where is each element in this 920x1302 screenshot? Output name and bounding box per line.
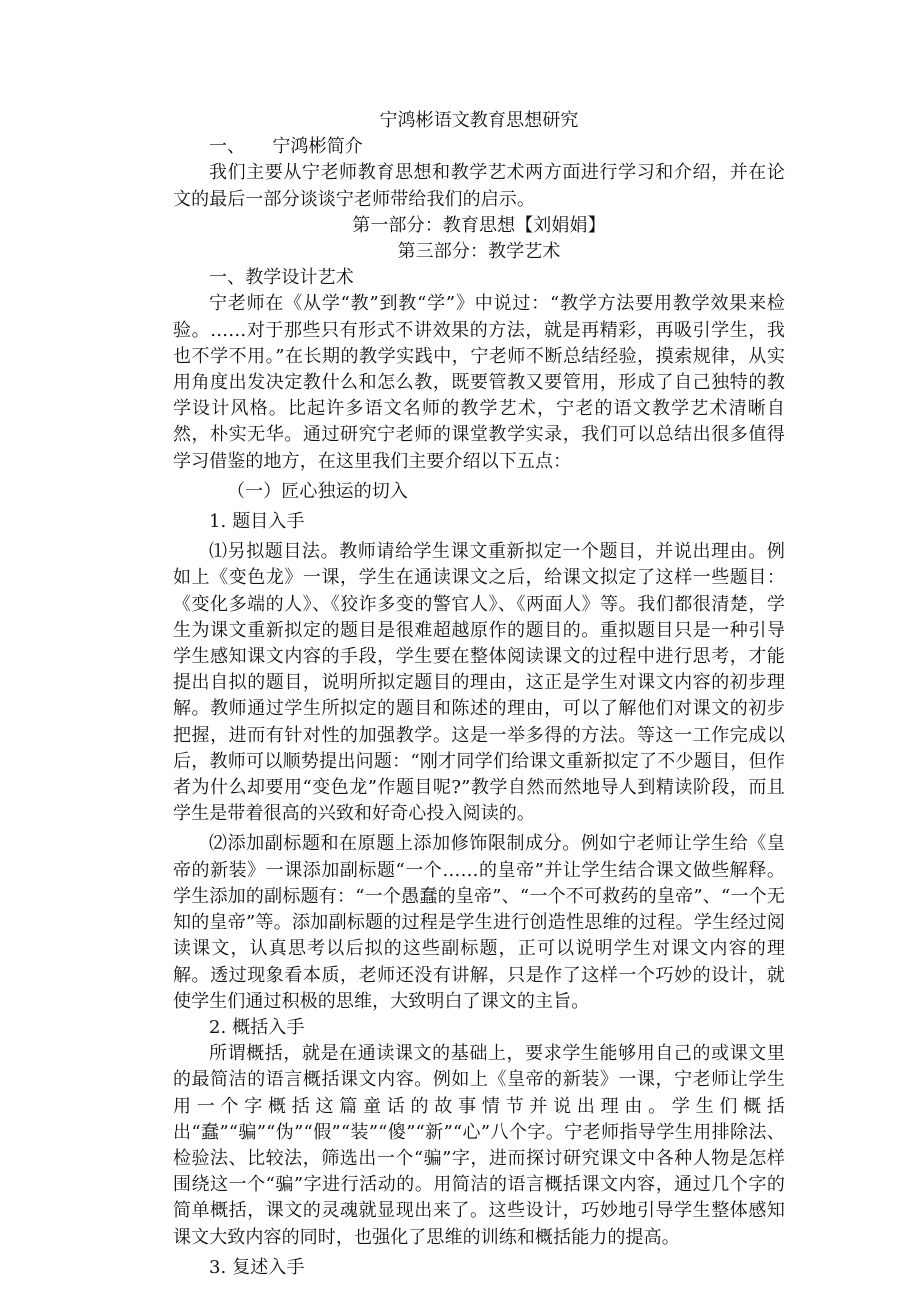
paragraph-2: 所谓概括，就是在通读课文的基础上，要求学生能够用自己的或课文里的最简洁的语言概括课文内容。例如上《皇帝的新装》一课，宁老师让学生用一个字概括这篇童话的故事情节并说出理由。学生们概括出“蠢”“骗”“伪”“假”“装”“傻”“新”“心”八个字。宁老师指导学生用排除法、检验法、比较法，筛选出一个“骗”字，进而探讨研究课文中各种人物是怎样围绕这一个“骗”字进行活动的。用简洁的语言概括课文内容，通过几个字的简单概括，课文的灵魂就显现出来了。这些设计，巧妙地引导学生整体感知课文大致内容的同时，也强化了思维的训练和概括能力的提高。 bbox=[173, 1043, 785, 1248]
document-title: 宁鸿彬语文教育思想研究 bbox=[379, 110, 579, 131]
paragraph-design: 宁老师在《从学“教”到教“学”》中说过：“教学方法要用教学效果来检验。……对于那些只有形式不讲效果的方法，就是再精彩，再吸引学生，我也不学不用。”在长期的教学实践中，宁老师不断总结经验，摸索规律，从实用角度出发决定教什么和怎么教，既要管教又要管用，形成了自己独特的教学设计风格。比起许多语文名师的教学艺术，宁老的语文教学艺术清晰自然，朴实无华。通过研究宁老师的课堂教学实录，我们可以总结出很多值得学习借鉴的地方，在这里我们主要介绍以下五点： bbox=[173, 293, 785, 472]
paragraph-1-1: ⑴另拟题目法。教师请给学生课文重新拟定一个题目，并说出理由。例如上《变色龙》一课，学生在通读课文之后，给课文拟定了这样一些题目：《变化多端的人》、《狡诈多变的警官人》、《两面人》等。我们都很清楚，学生为课文重新拟定的题目是很难超越原作的题目的。重拟题目只是一种引导学生感知课文内容的手段，学生要在整体阅读课文的过程中进行思考，才能提出自拟的题目，说明所拟定题目的理由，这正是学生对课文内容的初步理解。教师通过学生所拟定的题目和陈述的理由，可以了解他们对课文的初步把握，进而有针对性的加强教学。这是一举多得的方法。等这一工作完成以后，教师可以顺势提出问题：“刚才同学们给课文重新拟定了不少题目，但作者为什么却要用“变色龙”作题目呢?”教学自然而然地导人到精读阶段，而且学生是带着很高的兴致和好奇心投入阅读的。 bbox=[173, 541, 785, 825]
item-heading-2: 2. 概括入手 bbox=[209, 1016, 305, 1038]
document-body bbox=[173, 108, 785, 1281]
paragraph-1-2: ⑵添加副标题和在原题上添加修饰限制成分。例如宁老师让学生给《皇帝的新装》一课添加副标题“一个……的皇帝”并让学生结合课文做些解释。学生添加的副标题有：“一个愚蠢的皇帝”、“一个不可救药的皇帝”、“一个无知的皇帝”等。添加副标题的过程是学生进行创造性思维的过程。学生经过阅读课文，认真思考以后拟的这些副标题，正可以说明学生对课文内容的理解。透过现象看本质，老师还没有讲解，只是作了这样一个巧妙的设计，就使学生们通过积极的思维，大致明白了课文的主旨。 bbox=[173, 833, 785, 1012]
item-heading-1: 1. 题目入手 bbox=[209, 511, 305, 533]
part-heading-1: 第一部分：教育思想【刘娟娟】 bbox=[352, 214, 606, 236]
item-heading-3: 3. 复述入手 bbox=[209, 1256, 305, 1278]
subsection-heading: 一、教学设计艺术 bbox=[209, 267, 354, 289]
section-heading-intro: 一、 宁鸿彬简介 bbox=[209, 136, 363, 158]
part-heading-3: 第三部分：教学艺术 bbox=[397, 241, 561, 263]
intro-paragraph: 我们主要从宁老师教育思想和教学艺术两方面进行学习和介绍，并在论文的最后一部分谈谈宁老师带给我们的启示。 bbox=[173, 162, 785, 210]
item-heading-a: （一）匠心独运的切入 bbox=[227, 480, 408, 502]
